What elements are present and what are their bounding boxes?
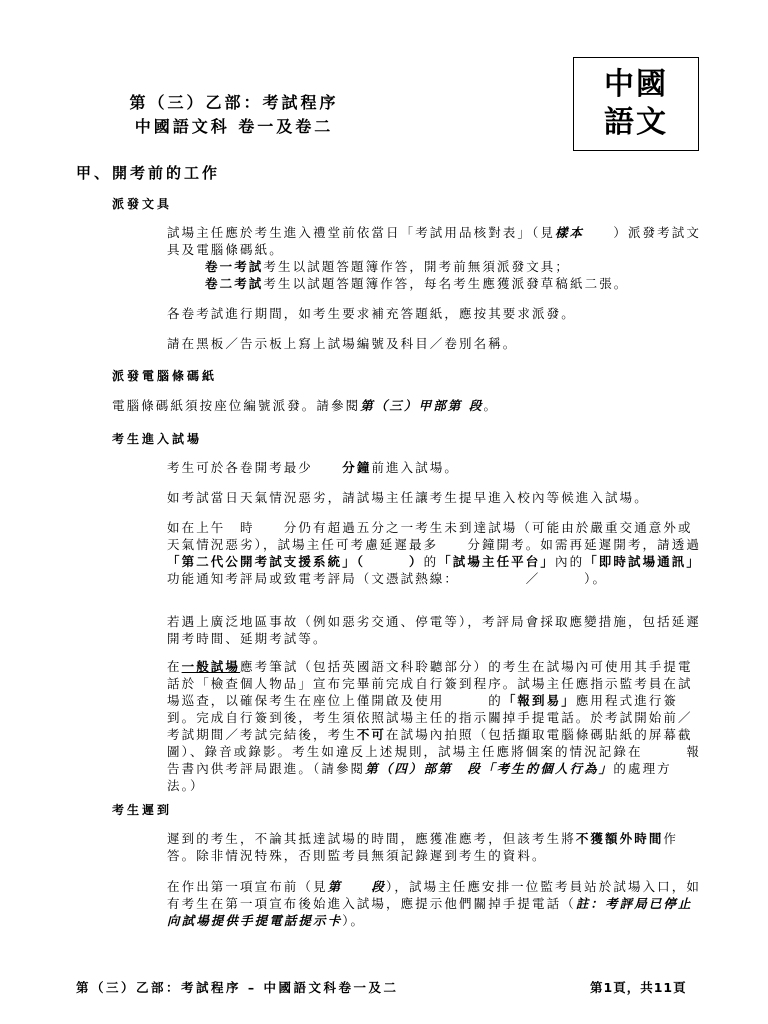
system-name: 「第二代公開考試支援系統」（ ） [167, 554, 424, 569]
heading-dist-barcode: 派發電腦條碼紙 [112, 369, 218, 383]
text: 功能通知考評局或致電考評局（文憑試熱線： ／ ）。 [167, 571, 608, 586]
text: 遲到的考生，不論其抵達試場的時間，應獲准應考，但該考生將 [167, 831, 576, 846]
text: 考生以試題答題簿作答，每名考生應獲派發草稿紙二張。 [263, 276, 629, 291]
page-number: 第1頁，共11頁 [590, 980, 687, 995]
general-centre: 一般試場 [181, 659, 241, 674]
para-stationery-3: 請在黑板／告示板上寫上試場編號及科目／卷別名稱。 [167, 336, 518, 351]
text: 內的 [554, 554, 585, 569]
para-barcode-1 [112, 397, 702, 414]
heading-entry: 考生進入試場 [112, 432, 203, 446]
platform-name: 「試場主任平台」 [438, 554, 555, 569]
text: 在 [167, 659, 182, 674]
footer-title: 第（三）乙部：考試程序 – 中國語文科卷一及二 [76, 980, 399, 995]
heading-dist-stationery: 派發文具 [112, 197, 173, 211]
paper1-label: 卷一考試 [205, 259, 264, 274]
para-entry-4: 若遇上廣泛地區事故（例如惡劣交通、停電等），考評局會採取應變措施，包括延遲開考時間、延期考試等。 [167, 614, 701, 646]
subject-box-line1: 中國 [604, 67, 668, 102]
subject-box [573, 57, 699, 151]
subject-box-line2: 語文 [604, 105, 668, 140]
text: 前進入試場。 [371, 460, 460, 475]
page-title: 第（三）乙部：考試程序 [129, 93, 339, 112]
para-stationery-2: 各卷考試進行期間，如考生要求補充答題紙，應按其要求派發。 [167, 306, 576, 321]
para-entry-2: 如考試當日天氣情況惡劣，請試場主任讓考生提早進入校內等候進入試場。 [167, 490, 649, 505]
text: 如在上午 時 分仍有超過五分之一考生未到達試場（可能由於嚴重交通意外或天氣情況惡劣），試場主任可考慮延遲最多 分鐘開考。如需再延遲開考，請透過 [167, 520, 701, 552]
text: ），試場主任應安排一位監考員站於試場入口，如有考生在第一項宣布後始進入試場，應提示他們關掉手提電話（ [167, 879, 701, 911]
comm-function: 「即時試場通訊」 [584, 554, 701, 569]
paper1-line [167, 258, 702, 275]
text: 作答。除非情況特殊，否則監考員無須記錄遲到考生的資料。 [167, 831, 679, 863]
text: 考生可於各卷開考最少 [167, 460, 314, 475]
para-entry-1 [167, 459, 702, 476]
section-ref: 第 段 [327, 879, 387, 894]
app-name: 「報到易」 [502, 693, 576, 708]
no-extra-time: 不獲額外時間 [575, 831, 664, 846]
para-entry-5 [167, 658, 702, 794]
para-entry-3 [167, 519, 702, 587]
text: 考生以試題答題簿作答，開考前無須派發文具； [263, 259, 571, 274]
text: 應考筆試（包括英國語文科聆聽部分）的考生在試場內可使用其手提電話於「檢查個人物品」宣布完畢前完成自行簽到程序。試場主任應指示監考員在試場巡查，以確保考生在座位上僅開啟及使用 的 [167, 659, 693, 708]
text: 電腦條碼紙須按座位編號派發。請參閱 [112, 398, 361, 413]
paper2-line [167, 275, 702, 292]
heading-late: 考生遲到 [112, 803, 173, 817]
text: 應用程式進行簽到。完成自行簽到後，考生須依照試場主任的指示關掉手提電話。於考試開始前／考試期間／考試完結後，考生 [167, 693, 693, 742]
text: ）派發考試文具及電腦條碼紙。 [167, 225, 701, 257]
note: 註：考評局已停止向試場提供手提電話提示卡 [167, 896, 693, 928]
para-late-2 [167, 878, 702, 929]
text: 。 [483, 398, 499, 413]
paper2-label: 卷二考試 [205, 276, 264, 291]
text: 的處理方法。） [167, 761, 672, 793]
section-heading-a: 甲、開考前的工作 [76, 164, 221, 182]
para-stationery-1 [167, 224, 702, 292]
text: ）。 [342, 913, 366, 928]
conduct-ref: 「考生的個人行為」 [481, 761, 614, 776]
minutes-label: 分鐘 [342, 460, 372, 475]
section-ref: 第（三）甲部第 段 [360, 398, 484, 413]
text: 的 [423, 554, 439, 569]
not-allowed: 不可 [356, 727, 387, 742]
text: 試場主任應於考生進入禮堂前依當日「考試用品核對表」（見 [167, 225, 555, 240]
text: 在作出第一項宣布前（見 [167, 879, 328, 894]
section-ref: 第（四）部第 段 [365, 761, 482, 776]
page-subtitle: 中國語文科 卷一及卷二 [134, 117, 334, 136]
sample-ref: 樣本 [554, 225, 585, 240]
para-late-1 [167, 830, 702, 864]
text: 在試場內拍照（包括擷取電腦條碼貼紙的屏幕截圖）、錄音或錄影。考生如違反上述規則，試場主任應將個案的情況記錄在 報告書內供考評局跟進。（請參閱 [167, 727, 701, 776]
